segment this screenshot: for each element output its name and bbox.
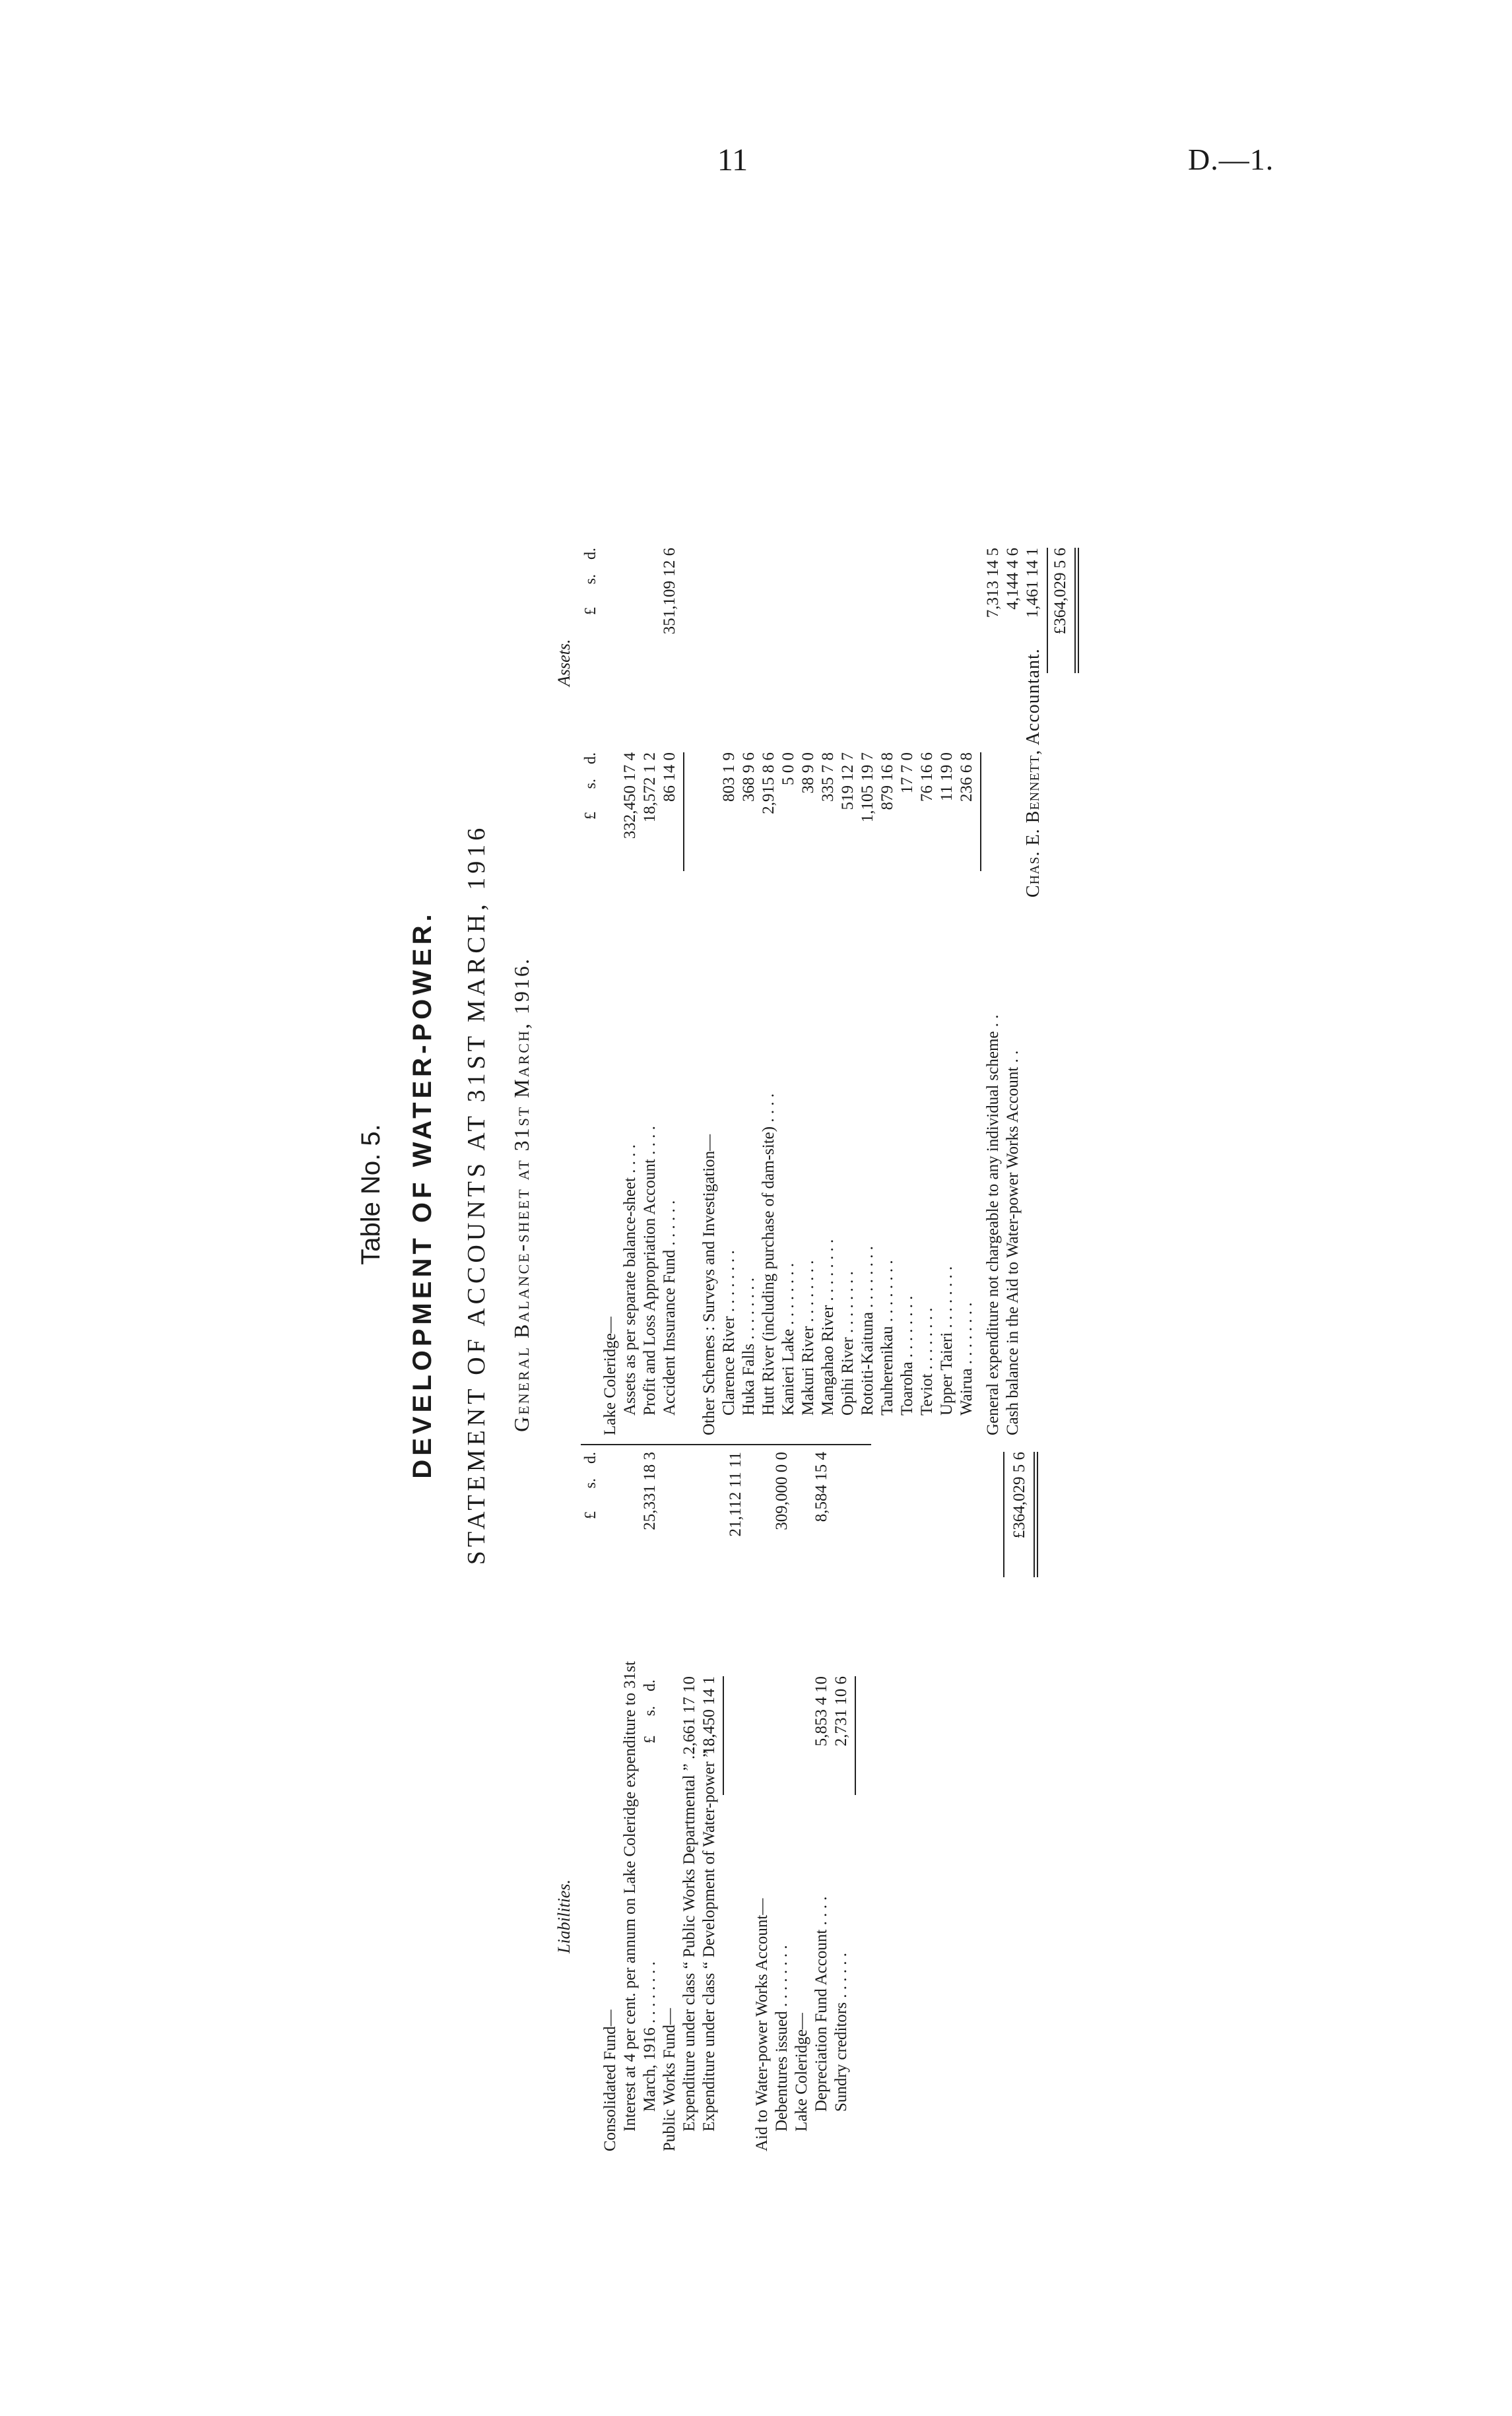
schemes-total: 7,313 14 5	[984, 548, 1002, 618]
liabilities-grand-total: £364,029 5 6	[1010, 1452, 1028, 1539]
assets-col-pounds-2: £	[582, 607, 599, 615]
depreciation-amount: 5,853 4 10	[812, 1676, 830, 1747]
assets-col-shillings: s.	[582, 779, 599, 789]
lake-coleridge-assets-label: Lake Coleridge—	[601, 1317, 619, 1435]
cash-balance-amount: 1,461 14 1	[1024, 548, 1041, 618]
liab-sub-col-pounds: £	[641, 1736, 659, 1744]
scheme-5-label: Makuri River . . . . . . . .	[799, 1260, 817, 1416]
scheme-12-amount: 11 19 0	[938, 752, 956, 802]
scheme-8-amount: 1,105 19 7	[859, 752, 876, 823]
assets-grand-total: £364,029 5 6	[1051, 548, 1069, 635]
signature-title: Accountant.	[1023, 648, 1043, 746]
scheme-4-label: Kanieri Lake . . . . . . . .	[779, 1262, 797, 1416]
scheme-6-label: Mangahao River . . . . . . . .	[819, 1239, 837, 1416]
rotated-table-area	[330, 238, 1175, 2151]
scheme-3-amount: 2,915 8 6	[760, 752, 777, 814]
scheme-3-label: Hutt River (including purchase of dam-site) . . . .	[760, 1093, 777, 1416]
scheme-11-label: Teviot . . . . . . . .	[918, 1307, 936, 1416]
asset-item-2-amount: 18,572 1 2	[641, 752, 659, 823]
general-expenditure-label: General expenditure not chargeable to any individual scheme . .	[984, 1014, 1002, 1435]
schemes-rule	[980, 752, 981, 871]
debentures-label: Debentures issued . . . . . . . .	[773, 1945, 791, 2132]
liab-total-rule-top	[1003, 1452, 1004, 1577]
asset-item-1-label: Assets as per separate balance-sheet . . . .	[621, 1144, 639, 1416]
scheme-4-amount: 5 0 0	[779, 752, 797, 785]
assets-total-rule-bottom1	[1074, 548, 1076, 673]
pw-total: 21,112 11 11	[727, 1452, 744, 1537]
assets-col-pounds: £	[582, 812, 599, 820]
lake-liab-total: 8,584 15 4	[812, 1452, 830, 1522]
scheme-1-label: Clarence River . . . . . . . .	[720, 1250, 738, 1416]
assets-total-rule-top	[1047, 548, 1048, 673]
public-works-fund-label: Public Works Fund—	[661, 2008, 678, 2151]
liab-total-rule-bottom1	[1034, 1452, 1035, 1577]
scheme-9-amount: 879 16 8	[878, 752, 896, 810]
balance-sheet-title: General Balance-sheet at 31st March, 1916.	[509, 957, 533, 1432]
scheme-10-amount: 17 7 0	[898, 752, 916, 794]
document-reference: D.—1.	[1188, 143, 1274, 176]
lake-coleridge-liab-label: Lake Coleridge—	[793, 2013, 810, 2132]
lake-subtotal-rule	[855, 1676, 856, 1795]
pw-departmental-label: Expenditure under class “ Public Works Departmental ” . .	[680, 1747, 698, 2132]
scheme-13-amount: 236 6 8	[958, 752, 975, 802]
liab-col-shillings: s.	[582, 1478, 599, 1489]
debentures-amount: 309,000 0 0	[773, 1452, 791, 1530]
scheme-7-label: Opihi River . . . . . . . .	[839, 1271, 857, 1416]
assets-col-pence: d.	[582, 752, 599, 764]
assets-col-pence-2: d.	[582, 548, 599, 560]
sundry-creditors-label: Sundry creditors . . . . . .	[832, 1953, 850, 2112]
liab-total-rule-bottom2	[1037, 1452, 1038, 1577]
liab-col-pounds: £	[582, 1511, 599, 1519]
interest-line2: March, 1916 . . . . . . . .	[641, 1961, 659, 2112]
asset-item-2-label: Profit and Loss Appropriation Account . . . .	[641, 1126, 659, 1416]
assets-heading: Assets.	[554, 639, 574, 686]
scheme-2-label: Huka Falls . . . . . . . .	[740, 1277, 758, 1416]
consolidated-fund-label: Consolidated Fund—	[601, 2009, 619, 2151]
scheme-9-label: Tauherenikau . . . . . . . .	[878, 1260, 896, 1416]
pw-subtotal-rule	[723, 1676, 724, 1795]
liabilities-heading: Liabilities.	[554, 1879, 574, 1953]
scheme-8-label: Rotoiti-Kaituna . . . . . . . .	[859, 1246, 876, 1416]
interest-line1: Interest at 4 per cent. per annum on Lake Coleridge expenditure to 31st	[621, 1661, 639, 2132]
liab-sub-col-pence: d.	[641, 1680, 659, 1691]
lake-assets-total: 351,109 12 6	[661, 548, 678, 635]
signature-block	[1023, 648, 1044, 898]
lake-assets-rule	[683, 752, 684, 871]
center-divider	[581, 1444, 871, 1445]
asset-item-1-amount: 332,450 17 4	[621, 752, 639, 839]
scheme-10-label: Toaroha . . . . . . . .	[898, 1295, 916, 1416]
asset-item-3-label: Accident Insurance Fund . . . . . .	[661, 1200, 678, 1416]
depreciation-label: Depreciation Fund Account . . . .	[812, 1896, 830, 2112]
sundry-creditors-amount: 2,731 10 6	[832, 1676, 850, 1747]
scheme-2-amount: 368 9 6	[740, 752, 758, 802]
pw-water-power-amount: 18,450 14 1	[700, 1676, 718, 1755]
interest-total: 25,331 18 3	[641, 1452, 659, 1530]
page-number: 11	[717, 143, 748, 178]
scheme-12-label: Upper Taieri . . . . . . . .	[938, 1266, 956, 1416]
statement-title: STATEMENT OF ACCOUNTS AT 31ST MARCH, 1916	[463, 824, 490, 1565]
scheme-5-amount: 38 9 0	[799, 752, 817, 794]
liab-sub-col-shillings: s.	[641, 1706, 659, 1716]
scheme-13-label: Wairua . . . . . . . .	[958, 1302, 975, 1416]
pw-water-power-label: Expenditure under class “ Development of Water-power ” . .	[700, 1733, 718, 2132]
scheme-1-amount: 803 1 9	[720, 752, 738, 802]
main-title: DEVELOPMENT OF WATER-POWER.	[408, 910, 437, 1479]
table-number: Table No. 5.	[356, 1124, 385, 1265]
liab-col-pence: d.	[582, 1452, 599, 1464]
general-expenditure-amount: 4,144 4 6	[1004, 548, 1022, 610]
pw-departmental-amount: 2,661 17 10	[680, 1676, 698, 1755]
asset-item-3-amount: 86 14 0	[661, 752, 678, 802]
cash-balance-label: Cash balance in the Aid to Water-power Works Account . .	[1004, 1050, 1022, 1435]
assets-col-shillings-2: s.	[582, 574, 599, 585]
signature-name: Chas. E. Bennett,	[1023, 749, 1043, 898]
scheme-11-amount: 76 16 6	[918, 752, 936, 802]
assets-total-rule-bottom2	[1078, 548, 1079, 673]
scheme-7-amount: 519 12 7	[839, 752, 857, 810]
aid-account-label: Aid to Water-power Works Account—	[753, 1898, 771, 2151]
scheme-6-amount: 335 7 8	[819, 752, 837, 802]
other-schemes-label: Other Schemes : Surveys and Investigation—	[700, 1134, 718, 1435]
